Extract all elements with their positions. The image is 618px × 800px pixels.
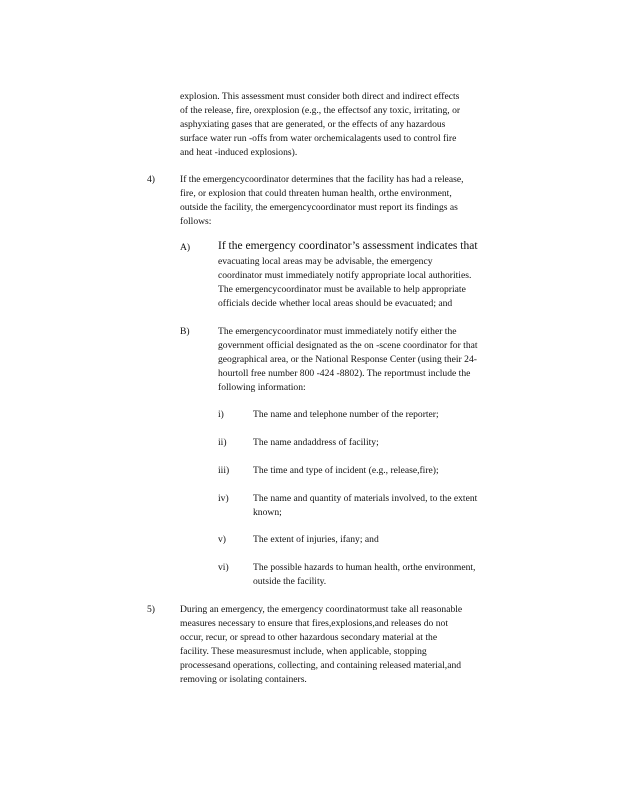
text-line: outside the facility, the emergencycoordinator must report its findings as <box>180 202 458 213</box>
list-numeral: iii) <box>218 465 230 476</box>
text-line: The emergencycoordinator must immediately notify either the <box>218 326 457 337</box>
text-line: fire, or explosion that could threaten human health, orthe environment, <box>180 188 452 199</box>
text-line: facility. These measuresmust include, when applicable, stopping <box>180 646 427 657</box>
text-line: explosion. This assessment must consider both direct and indirect effects <box>180 91 460 102</box>
subitem-letter: A) <box>180 242 191 253</box>
list-numeral: ii) <box>218 437 227 448</box>
text-line: surface water run -offs from water orchemicalagents used to control fire <box>180 133 457 144</box>
list-numeral: i) <box>218 409 224 420</box>
text-line: evacuating local areas may be advisable, the emergency <box>218 256 433 267</box>
text-line: processesand operations, collecting, and containing released material,and <box>180 660 462 671</box>
text-line: asphyxiating gases that are generated, or the effects of any hazardous <box>180 119 446 130</box>
list-item: The name and telephone number of the reporter; <box>253 409 439 420</box>
text-line: geographical area, or the National Response Center (using their 24- <box>218 354 477 365</box>
text-line: occur, recur, or spread to other hazardous secondary material at the <box>180 632 438 643</box>
list-item: known; <box>253 507 282 518</box>
text-line: During an emergency, the emergency coordinatormust take all reasonable <box>180 604 463 615</box>
list-numeral: iv) <box>218 493 229 504</box>
list-item: The name and quantity of materials involved, to the extent <box>253 493 478 504</box>
text-line: of the release, fire, orexplosion (e.g., the effectsof any toxic, irritating, or <box>180 105 461 116</box>
subitem-b-paragraph <box>218 325 538 397</box>
item-4-paragraph <box>180 173 540 231</box>
list-item: outside the facility. <box>253 576 327 587</box>
text-line: following information: <box>218 382 306 393</box>
text-line: The emergencycoordinator must be available to help appropriate <box>218 284 466 295</box>
list-item: The time and type of incident (e.g., release,fire); <box>253 465 439 476</box>
text-line: removing or isolating containers. <box>180 674 307 685</box>
list-item: The name andaddress of facility; <box>253 437 379 448</box>
list-numeral: vi) <box>218 562 229 573</box>
subitem-letter: B) <box>180 326 190 337</box>
text-line: If the emergencycoordinator determines that the facility has had a release, <box>180 174 464 185</box>
text-line: follows: <box>180 216 212 227</box>
text-line: and heat -induced explosions). <box>180 147 298 158</box>
text-line: government official designated as the on -scene coordinator for that <box>218 340 478 351</box>
item-5-paragraph <box>180 603 540 689</box>
text-line: If the emergency coordinator’s assessment indicates that <box>218 240 478 252</box>
item-number: 5) <box>147 604 155 615</box>
intro-paragraph <box>180 90 540 162</box>
text-line: coordinator must immediately notify appropriate local authorities. <box>218 270 472 281</box>
list-numeral: v) <box>218 534 226 545</box>
text-line: hourtoll free number 800 -424 -8802). The reportmust include the <box>218 368 471 379</box>
list-item: The possible hazards to human health, orthe environment, <box>253 562 476 573</box>
item-number: 4) <box>147 174 155 185</box>
subitem-a-paragraph <box>218 239 538 311</box>
list-item: The extent of injuries, ifany; and <box>253 534 379 545</box>
text-line: measures necessary to ensure that fires,explosions,and releases do not <box>180 618 449 629</box>
text-line: officials decide whether local areas should be evacuated; and <box>218 298 453 309</box>
